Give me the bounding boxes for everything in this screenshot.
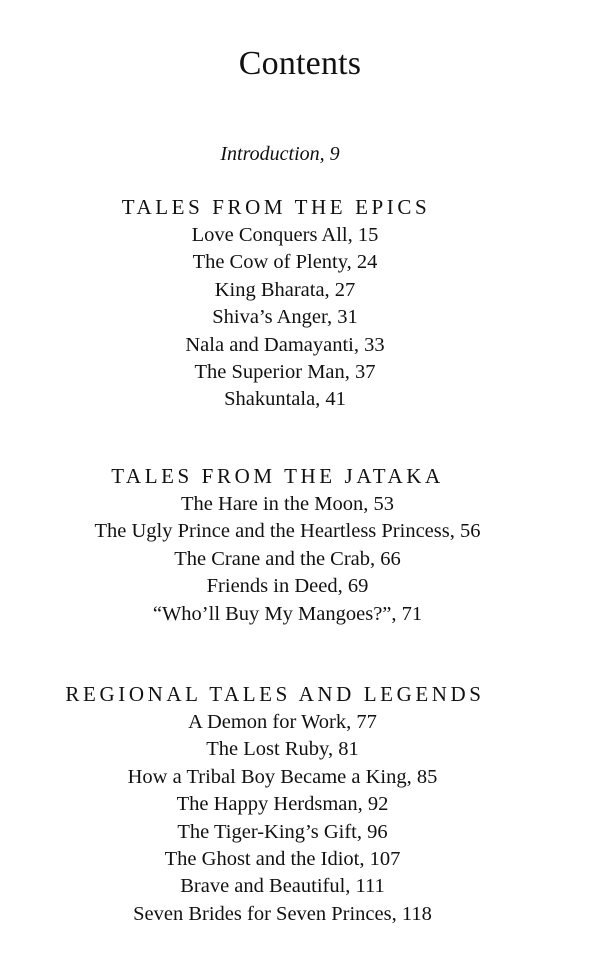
toc-entry: Nala and Damayanti, 33 [185,333,385,356]
toc-entry: Brave and Beautiful, 111 [180,875,385,898]
toc-entry: Friends in Deed, 69 [206,575,369,598]
section-heading: REGIONAL TALES AND LEGENDS [65,682,485,706]
section-heading: TALES FROM THE JATAKA [111,464,444,488]
entry-list [0,491,575,628]
introduction-entry: Introduction, 9 [220,143,340,165]
toc-entry: How a Tribal Boy Became a King, 85 [127,765,438,788]
toc-entry: The Cow of Plenty, 24 [192,251,378,274]
page-title: Contents [238,45,362,82]
toc-entry: The Happy Herdsman, 92 [176,793,389,816]
toc-entry: The Hare in the Moon, 53 [181,493,394,515]
toc-entry: The Ugly Prince and the Heartless Princess, 56 [94,520,481,543]
toc-entry: A Demon for Work, 77 [188,711,377,733]
toc-entry: Shiva’s Anger, 31 [212,306,358,329]
toc-entry: Seven Brides for Seven Princes, 118 [133,902,432,925]
toc-entry: The Lost Ruby, 81 [206,738,359,761]
toc-entry: The Tiger-King’s Gift, 96 [177,820,388,843]
section-tales-from-the-jataka [0,462,600,628]
section-heading: TALES FROM THE EPICS [121,195,431,219]
toc-entry: “Who’ll Buy My Mangoes?”, 71 [152,602,423,625]
toc-entry: The Crane and the Crab, 66 [174,547,401,570]
toc-entry: The Superior Man, 37 [194,361,376,384]
toc-entry: Shakuntala, 41 [224,388,346,411]
toc-entry: The Ghost and the Idiot, 107 [164,848,401,871]
section-regional-tales-and-legends [0,680,600,928]
entry-list [0,222,570,414]
section-tales-from-the-epics [0,193,600,414]
entry-list [0,709,565,928]
toc-entry: King Bharata, 27 [214,278,356,301]
toc-entry: Love Conquers All, 15 [191,224,379,246]
